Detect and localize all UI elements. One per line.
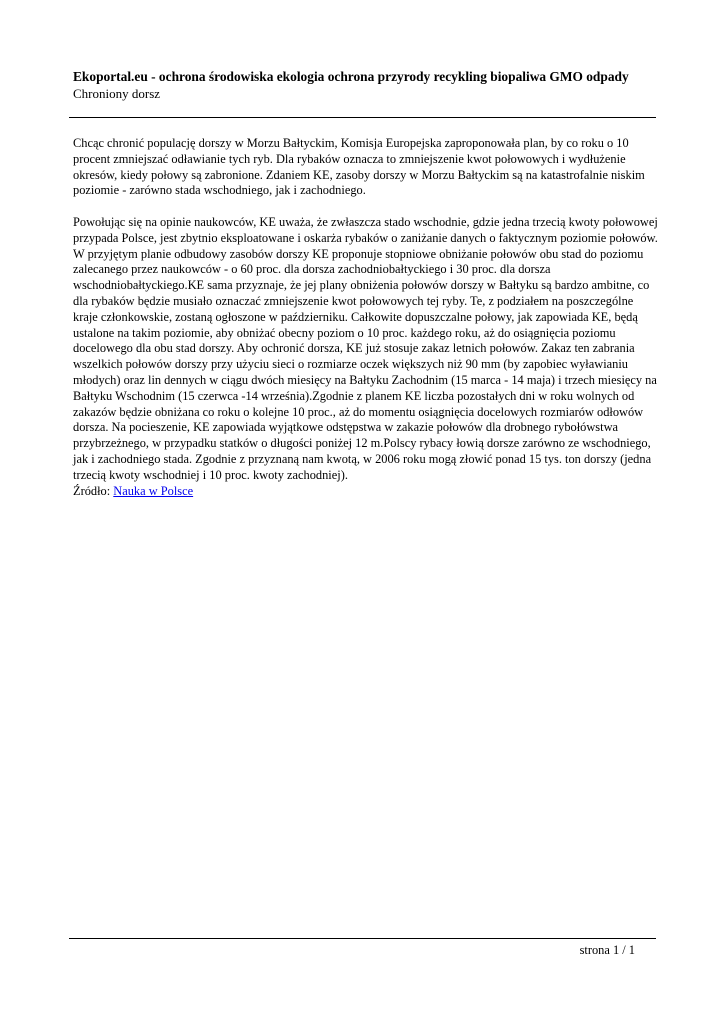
page-header [73, 68, 663, 102]
paragraph-2: Powołując się na opinie naukowców, KE uważa, że zwłaszcza stado wschodnie, gdzie jedna trzecią kwoty połowowej przypada Polsce, jest zbytnio eksploatowane i oskarża rybaków o zaniżanie danych o faktycznym poziomie połowów. W przyjętym planie odbudowy zasobów dorszy KE proponuje stopniowe obniżanie połowów obu stad do poziomu zalecanego przez naukowców - o 60 proc. dla dorsza zachodniobałtyckiego i 30 proc. dla dorsza wschodniobałtyckiego.KE sama przyznaje, że jej plany obniżenia połowów dorszy w Bałtyku są bardzo ambitne, co dla rybaków będzie musiało oznaczać zmniejszenie kwot połowowych tej ryby. Te, z podziałem na poszczególne kraje członkowskie, zostaną ogłoszone w październiku. Całkowite dopuszczalne połowy, jak zapowiada KE, będą ustalone na takim poziomie, aby obniżać obecny poziom o 10 proc. każdego roku, aż do osiągnięcia poziomu docelowego dla obu stad dorszy. Aby ochronić dorsza, KE już stosuje zakaz letnich połowów. Zakaz ten zabrania wszelkich połowów dorszy przy użyciu sieci o rozmiarze oczek większych niż 90 mm (by zapobiec wyławianiu młodych) oraz lin dennych w ciągu dwóch miesięcy na Bałtyku Zachodnim (15 marca - 14 maja) i trzech miesięcy na Bałtyku Wschodnim (15 czerwca -14 września).Zgodnie z planem KE liczba pozostałych dni w roku wolnych od zakazów będzie obniżana co roku o kolejne 10 proc., aż do momentu osiągnięcia docelowych rozmiarów odłowów dorsza. Na pocieszenie, KE zapowiada wyjątkowe odstępstwa w zakazie połowów dla drobnego rybołówstwa przybrzeżnego, w przypadku statków o długości poniżej 12 m.Polscy rybacy łowią dorsze zarówno ze wschodniego, jak i zachodniego stada. Zgodnie z przyznaną nam kwotą, w 2006 roku mogą złowić ponad 15 tys. ton dorszy (jedna trzecią kwoty wschodniej i 10 proc. kwoty zachodniej). [73, 214, 658, 482]
footer-divider [69, 938, 656, 939]
header-divider [69, 117, 656, 118]
paragraph-1: Chcąc chronić populację dorszy w Morzu Bałtyckim, Komisja Europejska zaproponowała plan, by co roku o 10 procent zmniejszać odławianie tych ryb. Dla rybaków oznacza to zmniejszenie kwot połowowych i wydłużenie okresów, kiedy połowy są zabronione. Zdaniem KE, zasoby dorszy w Morzu Bałtyckim są na katastrofalnie niskim poziomie - zarówno stada wschodniego, jak i zachodniego. [73, 136, 645, 198]
article-body [73, 136, 661, 499]
source-label: Źródło: [73, 483, 111, 498]
source-link[interactable]: Nauka w Polsce [113, 483, 194, 498]
page-number: strona 1 / 1 [579, 943, 635, 957]
article-title: Chroniony dorsz [73, 86, 161, 101]
source-line [73, 484, 661, 500]
site-title: Ekoportal.eu - ochrona środowiska ekologia ochrona przyrody recykling biopaliwa GMO odpady [73, 69, 629, 84]
